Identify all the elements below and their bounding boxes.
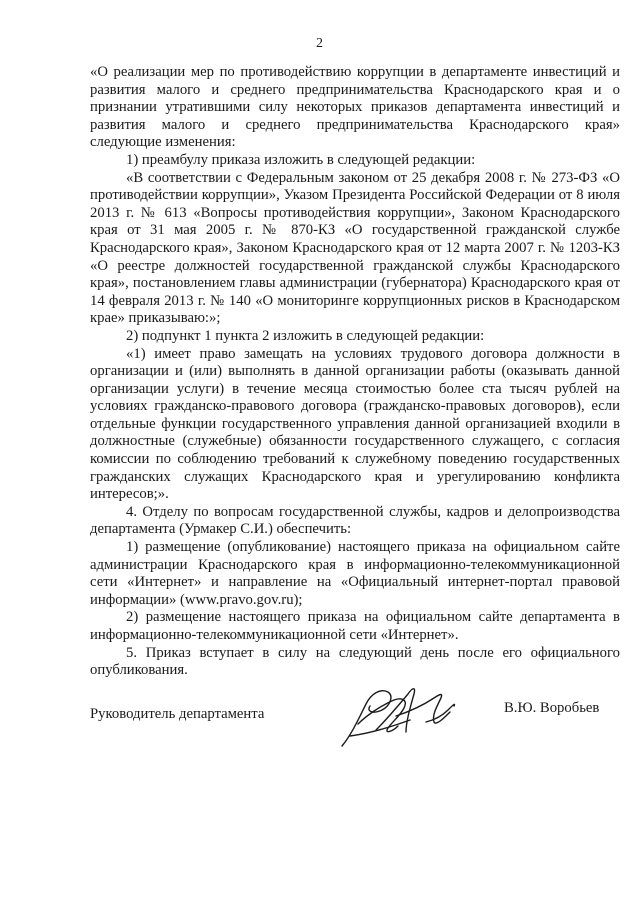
paragraph-section-4-item-2: 2) размещение настоящего приказа на официальном сайте департамента в информационно-телекоммуникационной сети «Интернет». [90,609,620,643]
signatory-name: В.Ю. Воробьев [504,700,600,716]
handwritten-signature [336,676,462,752]
paragraph-section-4: 4. Отделу по вопросам государственной службы, кадров и делопроизводства департамента (Урмакер С.И.) обеспечить: [90,503,620,538]
signatory-title: Руководитель департамента [90,706,265,722]
paragraph-order-title-continuation: «О реализации мер по противодействию коррупции в департаменте инвестиций и развития малого и среднего предпринимательства Краснодарского края и о признании утратившими силу некоторых приказов департамента инвестиций и развития малого и среднего предпринимательства Краснодарского края» следующие изменения: [90,64,620,151]
page-number: 2 [316,36,323,51]
paragraph-item-1: 1) преамбулу приказа изложить в следующей редакции: [126,151,476,168]
paragraph-subitem-text: «1) имеет право замещать на условиях трудового договора должности в организации и (или) выполнять в данной организации работы (оказывать данной организации услуги) в течение месяца стоимостью более ста тысяч рублей на условиях гражданско-правового договора (гражданско-правовых договоров), если отдельные функции государственного управления данной организацией входили в должностные (служебные) обязанности государственного служащего, с согласия комиссии по соблюдению требований к служебному поведению государственных гражданских служащих Краснодарского края и урегулированию конфликта интересов;». [90,345,620,503]
paragraph-section-4-item-1: 1) размещение (опубликование) настоящего приказа на официальном сайте администрации Краснодарского края в информационно-телекоммуникационной сети «Интернет» и направление на «Официальный интернет-портал правовой информации» (www.pravo.gov.ru); [90,539,620,608]
paragraph-preamble-text: «В соответствии с Федеральным законом от 25 декабря 2008 г. № 273-ФЗ «О противодействии коррупции», Указом Президента Российской Федерации от 8 июля 2013 г. № 613 «Вопросы противодействия коррупции», Законом Краснодарского края от 31 мая 2005 г. № 870-КЗ «О государственной гражданской службе Краснодарского края», Законом Краснодарского края от 12 марта 2007 г. № 1203-КЗ «О реестре должностей государственной гражданской службы Краснодарского края», постановлением главы администрации (губернатора) Краснодарского края от 14 февраля 2013 г. № 140 «О мониторинге коррупционных рисков в Краснодарском крае» приказываю:»; [90,169,620,327]
document-body [90,64,620,680]
paragraph-section-5: 5. Приказ вступает в силу на следующий день после его официального опубликования. [90,644,620,679]
paragraph-item-2: 2) подпункт 1 пункта 2 изложить в следующей редакции: [126,327,485,344]
